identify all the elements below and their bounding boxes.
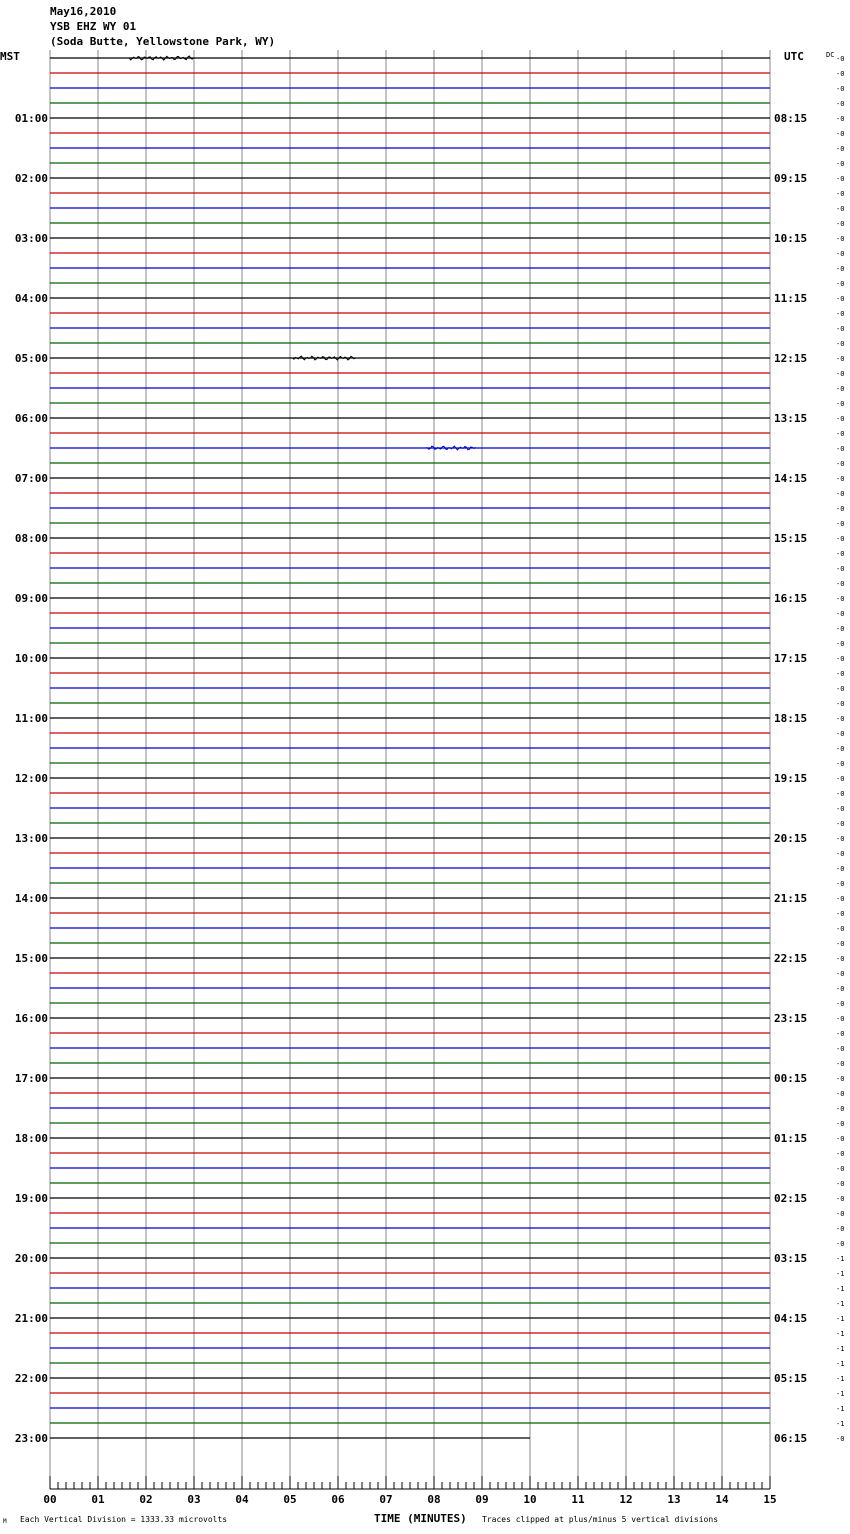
x-tick-label: 12 <box>619 1493 633 1506</box>
dc-offset-value: -1 <box>836 1375 845 1383</box>
dc-offset-value: -0 <box>836 1225 845 1233</box>
dc-offset-value: -0 <box>836 220 845 228</box>
dc-offset-value: -1 <box>836 1315 845 1323</box>
dc-offset-value: -0 <box>836 280 845 288</box>
utc-hour-label: 17:15 <box>774 652 808 665</box>
dc-offset-value: -0 <box>836 1120 845 1128</box>
dc-offset-value: -0 <box>836 250 845 258</box>
dc-offset-value: -0 <box>836 205 845 213</box>
footer-logo-mark: M <box>3 1518 7 1525</box>
mst-hour-label: 03:00 <box>14 232 48 245</box>
time-axis <box>43 1476 776 1506</box>
header-date: May16,2010 <box>50 5 117 18</box>
dc-offset-value: -0 <box>836 655 845 663</box>
dc-offset-value: -0 <box>836 715 845 723</box>
mst-hour-label: 10:00 <box>14 652 48 665</box>
utc-hour-label: 12:15 <box>774 352 808 365</box>
mst-hour-label: 08:00 <box>14 532 48 545</box>
dc-offset-value: -0 <box>836 1180 845 1188</box>
dc-offset-value: -0 <box>836 835 845 843</box>
dc-offset-value: -0 <box>836 70 845 78</box>
dc-offset-value: -0 <box>836 730 845 738</box>
dc-offset-value: -0 <box>836 700 845 708</box>
dc-offset-value: -0 <box>836 265 845 273</box>
dc-offset-value: -0 <box>836 160 845 168</box>
footer-scale-note: Each Vertical Division = 1333.33 microvolts <box>20 1515 228 1524</box>
utc-hour-label: 10:15 <box>774 232 808 245</box>
dc-offset-value: -0 <box>836 805 845 813</box>
dc-offset-value: -0 <box>836 340 845 348</box>
mst-hour-label: 15:00 <box>14 952 48 965</box>
dc-offset-value: -0 <box>836 1240 845 1248</box>
mst-hour-label: 07:00 <box>14 472 48 485</box>
dc-offset-value: -0 <box>836 580 845 588</box>
dc-offset-value: -0 <box>836 385 845 393</box>
x-tick-label: 07 <box>379 1493 393 1506</box>
dc-offset-value: -0 <box>836 130 845 138</box>
header-location: (Soda Butte, Yellowstone Park, WY) <box>50 35 276 48</box>
x-tick-label: 08 <box>427 1493 441 1506</box>
dc-header: DC <box>826 51 835 59</box>
utc-hour-label: 15:15 <box>774 532 808 545</box>
x-tick-label: 14 <box>715 1493 729 1506</box>
dc-offset-value: -0 <box>836 925 845 933</box>
dc-offset-value: -0 <box>836 1045 845 1053</box>
dc-offset-value: -0 <box>836 310 845 318</box>
dc-offset-value: -0 <box>836 610 845 618</box>
dc-offset-value: -0 <box>836 415 845 423</box>
dc-offset-value: -0 <box>836 1105 845 1113</box>
dc-offset-column <box>826 51 844 1443</box>
dc-offset-value: -0 <box>836 760 845 768</box>
x-tick-label: 03 <box>187 1493 201 1506</box>
dc-offset-value: -0 <box>836 490 845 498</box>
utc-hour-label: 06:15 <box>774 1432 808 1445</box>
utc-hour-label: 04:15 <box>774 1312 808 1325</box>
trace-lines <box>50 58 770 1438</box>
dc-offset-value: -0 <box>836 295 845 303</box>
mst-hour-label: 20:00 <box>14 1252 48 1265</box>
dc-offset-value: -0 <box>836 430 845 438</box>
dc-offset-value: -0 <box>836 1000 845 1008</box>
dc-offset-value: -0 <box>836 955 845 963</box>
x-tick-label: 02 <box>139 1493 153 1506</box>
mst-hour-label: 04:00 <box>14 292 48 305</box>
x-tick-label: 10 <box>523 1493 537 1506</box>
dc-offset-value: -0 <box>836 550 845 558</box>
dc-offset-value: -0 <box>836 1135 845 1143</box>
dc-offset-value: -0 <box>836 115 845 123</box>
mst-hour-label: 01:00 <box>14 112 48 125</box>
x-tick-label: 01 <box>91 1493 105 1506</box>
right-timezone-label: UTC <box>784 50 804 63</box>
dc-offset-value: -0 <box>836 850 845 858</box>
dc-offset-value: -0 <box>836 190 845 198</box>
dc-offset-value: -0 <box>836 325 845 333</box>
dc-offset-value: -0 <box>836 85 845 93</box>
dc-offset-value: -0 <box>836 175 845 183</box>
dc-offset-value: -1 <box>836 1330 845 1338</box>
dc-offset-value: -0 <box>836 940 845 948</box>
x-tick-label: 09 <box>475 1493 489 1506</box>
dc-offset-value: -1 <box>836 1285 845 1293</box>
dc-offset-value: -0 <box>836 235 845 243</box>
mst-hour-label: 18:00 <box>14 1132 48 1145</box>
dc-offset-value: -0 <box>836 1435 845 1443</box>
dc-offset-value: -0 <box>836 1030 845 1038</box>
x-tick-label: 11 <box>571 1493 585 1506</box>
utc-hour-label: 13:15 <box>774 412 808 425</box>
mst-hour-label: 05:00 <box>14 352 48 365</box>
utc-hour-label: 19:15 <box>774 772 808 785</box>
x-tick-label: 00 <box>43 1493 57 1506</box>
dc-offset-value: -0 <box>836 145 845 153</box>
utc-hour-label: 20:15 <box>774 832 808 845</box>
header-station: YSB EHZ WY 01 <box>50 20 137 33</box>
mst-hour-label: 13:00 <box>14 832 48 845</box>
utc-hour-label: 08:15 <box>774 112 808 125</box>
dc-offset-value: -0 <box>836 985 845 993</box>
dc-offset-value: -0 <box>836 475 845 483</box>
dc-offset-value: -0 <box>836 820 845 828</box>
dc-offset-value: -0 <box>836 745 845 753</box>
x-axis-label: TIME (MINUTES) <box>374 1512 467 1525</box>
utc-hour-label: 03:15 <box>774 1252 808 1265</box>
mst-hour-label: 19:00 <box>14 1192 48 1205</box>
mst-hour-label: 02:00 <box>14 172 48 185</box>
mst-hour-label: 16:00 <box>14 1012 48 1025</box>
dc-offset-value: -0 <box>836 100 845 108</box>
mst-hour-label: 11:00 <box>14 712 48 725</box>
dc-offset-value: -0 <box>836 565 845 573</box>
utc-hour-label: 23:15 <box>774 1012 808 1025</box>
footer-clip-note: Traces clipped at plus/minus 5 vertical divisions <box>482 1515 719 1524</box>
x-tick-label: 06 <box>331 1493 345 1506</box>
dc-offset-value: -0 <box>836 445 845 453</box>
mst-hour-label: 14:00 <box>14 892 48 905</box>
dc-offset-value: -0 <box>836 895 845 903</box>
mst-hour-label: 17:00 <box>14 1072 48 1085</box>
dc-offset-value: -0 <box>836 1015 845 1023</box>
utc-hour-label: 05:15 <box>774 1372 808 1385</box>
dc-offset-value: -0 <box>836 520 845 528</box>
dc-offset-value: -0 <box>836 400 845 408</box>
dc-offset-value: -1 <box>836 1360 845 1368</box>
dc-offset-value: -0 <box>836 1060 845 1068</box>
x-tick-label: 05 <box>283 1493 297 1506</box>
utc-hour-label: 21:15 <box>774 892 808 905</box>
dc-offset-value: -0 <box>836 1210 845 1218</box>
dc-offset-value: -0 <box>836 685 845 693</box>
dc-offset-value: -0 <box>836 55 845 63</box>
dc-offset-value: -1 <box>836 1345 845 1353</box>
dc-offset-value: -0 <box>836 970 845 978</box>
dc-offset-value: -0 <box>836 640 845 648</box>
dc-offset-value: -0 <box>836 460 845 468</box>
utc-hour-label: 14:15 <box>774 472 808 485</box>
x-tick-label: 15 <box>763 1493 777 1506</box>
mst-hour-label: 06:00 <box>14 412 48 425</box>
dc-offset-value: -0 <box>836 1090 845 1098</box>
utc-hour-label: 09:15 <box>774 172 808 185</box>
dc-offset-value: -0 <box>836 595 845 603</box>
dc-offset-value: -1 <box>836 1270 845 1278</box>
utc-hour-label: 02:15 <box>774 1192 808 1205</box>
mst-hour-label: 09:00 <box>14 592 48 605</box>
dc-offset-value: -1 <box>836 1390 845 1398</box>
dc-offset-value: -0 <box>836 1165 845 1173</box>
dc-offset-value: -0 <box>836 1195 845 1203</box>
utc-hour-label: 22:15 <box>774 952 808 965</box>
dc-offset-value: -0 <box>836 1150 845 1158</box>
dc-offset-value: -1 <box>836 1405 845 1413</box>
dc-offset-value: -0 <box>836 625 845 633</box>
dc-offset-value: -0 <box>836 355 845 363</box>
dc-offset-value: -0 <box>836 865 845 873</box>
dc-offset-value: -1 <box>836 1255 845 1263</box>
utc-hour-label: 16:15 <box>774 592 808 605</box>
dc-offset-value: -1 <box>836 1300 845 1308</box>
left-timezone-label: MST <box>0 50 20 63</box>
mst-hour-label: 22:00 <box>14 1372 48 1385</box>
utc-hour-label: 18:15 <box>774 712 808 725</box>
mst-hour-label: 23:00 <box>14 1432 48 1445</box>
dc-offset-value: -1 <box>836 1420 845 1428</box>
mst-hour-label: 21:00 <box>14 1312 48 1325</box>
dc-offset-value: -0 <box>836 790 845 798</box>
dc-offset-value: -0 <box>836 505 845 513</box>
dc-offset-value: -0 <box>836 670 845 678</box>
utc-hour-label: 11:15 <box>774 292 808 305</box>
dc-offset-value: -0 <box>836 910 845 918</box>
dc-offset-value: -0 <box>836 880 845 888</box>
x-tick-label: 13 <box>667 1493 681 1506</box>
mst-hour-label: 12:00 <box>14 772 48 785</box>
dc-offset-value: -0 <box>836 775 845 783</box>
x-tick-label: 04 <box>235 1493 249 1506</box>
dc-offset-value: -0 <box>836 1075 845 1083</box>
utc-hour-label: 01:15 <box>774 1132 808 1145</box>
dc-offset-value: -0 <box>836 370 845 378</box>
utc-hour-label: 00:15 <box>774 1072 808 1085</box>
dc-offset-value: -0 <box>836 535 845 543</box>
